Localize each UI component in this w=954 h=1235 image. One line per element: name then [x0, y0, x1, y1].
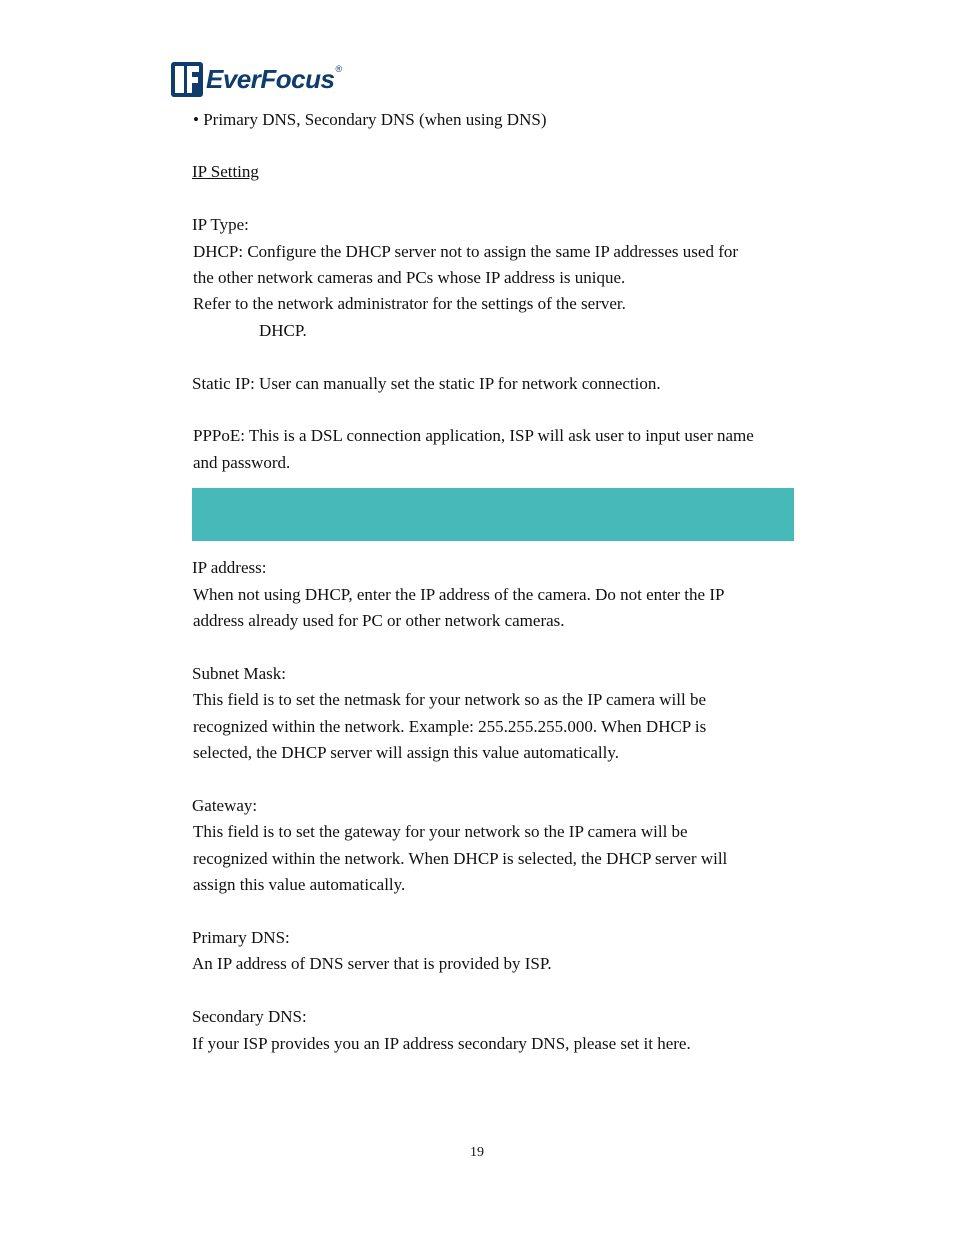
- gateway-text-line: assign this value automatically.: [193, 875, 406, 894]
- gateway-text-line: recognized within the network. When DHCP is selected, the DHCP server will: [193, 849, 728, 868]
- gateway-text-line: This field is to set the gateway for your network so the IP camera will be: [193, 822, 688, 841]
- subnet-mask-text-line: recognized within the network. Example: 255.255.255.000. When DHCP is: [193, 717, 707, 736]
- page-number: 19: [470, 1145, 484, 1160]
- subnet-mask-label: Subnet Mask:: [192, 664, 286, 683]
- dhcp-text-line: Refer to the network administrator for the settings of the server.: [193, 294, 626, 313]
- ip-address-text-line: When not using DHCP, enter the IP address of the camera. Do not enter the IP: [193, 585, 725, 604]
- everfocus-logo-icon: [171, 62, 203, 97]
- pppoe-text-line: and password.: [193, 453, 291, 472]
- ip-address-label: IP address:: [192, 558, 267, 577]
- ip-setting-heading: IP Setting: [192, 162, 259, 181]
- everfocus-logo: [171, 61, 342, 97]
- dhcp-text-line: DHCP.: [259, 321, 307, 340]
- pppoe-text-line: PPPoE: This is a DSL connection application, ISP will ask user to input user name: [193, 426, 754, 445]
- primary-dns-label: Primary DNS:: [192, 928, 290, 947]
- gateway-label: Gateway:: [192, 796, 258, 815]
- secondary-dns-text: If your ISP provides you an IP address secondary DNS, please set it here.: [192, 1034, 691, 1053]
- dns-bullet: • Primary DNS, Secondary DNS (when using DNS): [193, 110, 547, 129]
- ip-address-text-line: address already used for PC or other network cameras.: [193, 611, 565, 630]
- screenshot-bar: [192, 488, 794, 541]
- static-ip-text: Static IP: User can manually set the static IP for network connection.: [192, 374, 661, 393]
- registered-mark: ®: [335, 64, 343, 74]
- subnet-mask-text-line: selected, the DHCP server will assign this value automatically.: [193, 743, 619, 762]
- ip-type-label: IP Type:: [192, 215, 249, 234]
- dhcp-text-line: the other network cameras and PCs whose IP address is unique.: [193, 268, 626, 287]
- primary-dns-text: An IP address of DNS server that is provided by ISP.: [192, 954, 552, 973]
- subnet-mask-text-line: This field is to set the netmask for your network so as the IP camera will be: [193, 690, 707, 709]
- secondary-dns-label: Secondary DNS:: [192, 1007, 307, 1026]
- dhcp-text-line: DHCP: Configure the DHCP server not to assign the same IP addresses used for: [193, 242, 739, 261]
- brand-name: EverFocus: [206, 64, 335, 94]
